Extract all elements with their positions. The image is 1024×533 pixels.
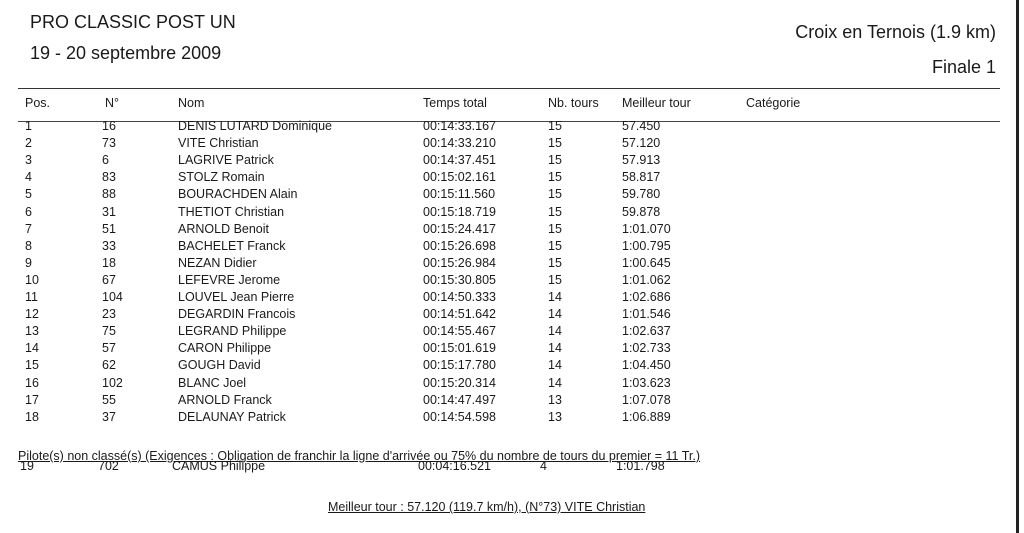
- cell-pos: 19: [20, 459, 34, 473]
- cell-name: LEGRAND Philippe: [178, 324, 287, 339]
- table-row: [0, 256, 1024, 273]
- cell-pos: 11: [25, 290, 38, 304]
- table-row: [0, 136, 1024, 153]
- table-row: [0, 410, 1024, 427]
- cell-laps: 14: [548, 324, 562, 339]
- cell-num: 55: [102, 392, 116, 407]
- fastest-lap-summary: Meilleur tour : 57.120 (119.7 km/h), (N°73) VITE Christian: [328, 500, 646, 514]
- cell-name: CAMUS Philippe: [172, 459, 266, 473]
- cell-total-time: 00:14:33.210: [423, 136, 496, 151]
- cell-laps: 15: [548, 153, 562, 168]
- cell-best-lap: 59.878: [622, 204, 661, 219]
- table-row: [0, 273, 1024, 290]
- table-row: [0, 187, 1024, 204]
- cell-best-lap: 1:02.733: [622, 341, 671, 356]
- cell-pos: 3: [25, 153, 32, 168]
- cell-num: 37: [102, 409, 116, 424]
- cell-num: 51: [102, 221, 116, 236]
- cell-num: 33: [102, 238, 116, 253]
- cell-best-lap: 1:00.645: [622, 255, 671, 270]
- cell-num: 702: [98, 459, 119, 473]
- cell-best-lap: 1:07.078: [622, 392, 671, 407]
- cell-name: BLANC Joel: [178, 375, 247, 390]
- cell-laps: 14: [548, 341, 562, 356]
- cell-name: VITE Christian: [178, 136, 259, 151]
- column-header-pos: Pos.: [25, 96, 51, 110]
- cell-total-time: 00:15:24.417: [423, 221, 496, 236]
- cell-laps: 13: [548, 409, 562, 424]
- cell-laps: 15: [548, 119, 562, 133]
- cell-pos: 7: [25, 221, 32, 236]
- cell-num: 83: [102, 170, 116, 185]
- cell-total-time: 00:15:26.984: [423, 255, 496, 270]
- cell-num: 23: [102, 307, 116, 322]
- cell-laps: 14: [548, 375, 562, 390]
- cell-best-lap: 1:01.062: [622, 272, 671, 287]
- column-header-name: Nom: [178, 96, 205, 110]
- cell-name: ARNOLD Franck: [178, 392, 272, 407]
- unclassified-note: Pilote(s) non classé(s) (Exigences : Obligation de franchir la ligne d'arrivée ou 75% du nombre de tours du premier = 11 Tr.): [18, 449, 701, 463]
- cell-laps: 15: [548, 204, 562, 219]
- cell-name: LAGRIVE Patrick: [178, 153, 274, 168]
- column-header-laps: Nb. tours: [548, 96, 599, 110]
- cell-name: DELAUNAY Patrick: [178, 409, 286, 424]
- table-row: [0, 205, 1024, 222]
- cell-num: 16: [102, 119, 116, 133]
- table-row: [0, 341, 1024, 358]
- cell-pos: 12: [25, 307, 39, 322]
- cell-best-lap: 59.780: [622, 187, 661, 202]
- event-title: PRO CLASSIC POST UN: [30, 12, 236, 32]
- cell-num: 6: [102, 153, 109, 168]
- cell-best-lap: 1:01.798: [616, 459, 665, 473]
- cell-laps: 14: [548, 290, 562, 304]
- cell-name: DEGARDIN Francois: [178, 307, 296, 322]
- cell-laps: 15: [548, 136, 562, 151]
- cell-num: 62: [102, 358, 116, 373]
- cell-pos: 5: [25, 187, 32, 202]
- cell-total-time: 00:14:51.642: [423, 307, 496, 322]
- cell-num: 102: [102, 375, 123, 390]
- cell-pos: 2: [25, 136, 32, 151]
- cell-num: 67: [102, 272, 116, 287]
- cell-best-lap: 57.913: [622, 153, 661, 168]
- cell-pos: 6: [25, 204, 32, 219]
- column-header-best-lap: Meilleur tour: [622, 96, 691, 110]
- cell-laps: 14: [548, 358, 562, 373]
- cell-total-time: 00:04:16.521: [418, 459, 491, 473]
- cell-total-time: 00:15:17.780: [423, 358, 496, 373]
- cell-name: LEFEVRE Jerome: [178, 272, 281, 287]
- cell-laps: 15: [548, 170, 562, 185]
- cell-pos: 1: [25, 119, 32, 133]
- cell-pos: 10: [25, 272, 39, 287]
- cell-best-lap: 57.450: [622, 119, 661, 133]
- cell-laps: 15: [548, 255, 562, 270]
- column-header-num: N°: [105, 96, 120, 110]
- cell-total-time: 00:14:37.451: [423, 153, 496, 168]
- cell-num: 73: [102, 136, 116, 151]
- cell-name: STOLZ Romain: [178, 170, 265, 185]
- cell-total-time: 00:14:54.598: [423, 409, 496, 424]
- cell-total-time: 00:15:20.314: [423, 375, 496, 390]
- cell-pos: 4: [25, 170, 32, 185]
- header-divider: [18, 88, 1000, 89]
- circuit-name: Croix en Ternois (1.9 km): [795, 22, 996, 42]
- table-row: [0, 324, 1024, 341]
- cell-total-time: 00:15:26.698: [423, 238, 496, 253]
- cell-laps: 15: [548, 272, 562, 287]
- cell-total-time: 00:14:50.333: [423, 290, 496, 304]
- cell-num: 88: [102, 187, 116, 202]
- cell-laps: 15: [548, 187, 562, 202]
- cell-name: ARNOLD Benoit: [178, 221, 270, 236]
- cell-best-lap: 1:02.686: [622, 290, 671, 304]
- cell-num: 31: [102, 204, 116, 219]
- cell-best-lap: 57.120: [622, 136, 661, 151]
- table-row: [0, 459, 1024, 476]
- cell-best-lap: 1:01.070: [622, 221, 671, 236]
- cell-total-time: 00:15:01.619: [423, 341, 496, 356]
- table-row: [0, 119, 1024, 136]
- cell-total-time: 00:14:47.497: [423, 392, 496, 407]
- column-header-category: Catégorie: [746, 96, 801, 110]
- cell-num: 104: [102, 290, 123, 304]
- cell-laps: 13: [548, 392, 562, 407]
- table-row: [0, 222, 1024, 239]
- cell-total-time: 00:15:02.161: [423, 170, 496, 185]
- cell-name: GOUGH David: [178, 358, 261, 373]
- cell-name: NEZAN Didier: [178, 255, 257, 270]
- event-date: 19 - 20 septembre 2009: [30, 43, 222, 63]
- cell-total-time: 00:14:33.167: [423, 119, 496, 133]
- cell-total-time: 00:15:11.560: [423, 187, 496, 202]
- cell-pos: 16: [25, 375, 39, 390]
- cell-name: THETIOT Christian: [178, 204, 285, 219]
- cell-name: DENIS LUTARD Dominique: [178, 119, 332, 133]
- cell-pos: 15: [25, 358, 39, 373]
- table-row: [0, 393, 1024, 410]
- table-row: [0, 290, 1024, 307]
- cell-total-time: 00:14:55.467: [423, 324, 496, 339]
- column-header-total-time: Temps total: [423, 96, 487, 110]
- table-row: [0, 376, 1024, 393]
- table-row: [0, 307, 1024, 324]
- cell-name: BACHELET Franck: [178, 238, 286, 253]
- cell-num: 57: [102, 341, 116, 356]
- cell-best-lap: 1:02.637: [622, 324, 671, 339]
- cell-pos: 18: [25, 409, 39, 424]
- cell-pos: 13: [25, 324, 39, 339]
- cell-laps: 15: [548, 238, 562, 253]
- cell-total-time: 00:15:30.805: [423, 272, 496, 287]
- table-row: [0, 358, 1024, 375]
- cell-best-lap: 1:01.546: [622, 307, 671, 322]
- cell-best-lap: 1:00.795: [622, 238, 671, 253]
- cell-num: 75: [102, 324, 116, 339]
- cell-pos: 14: [25, 341, 39, 356]
- cell-best-lap: 1:04.450: [622, 358, 671, 373]
- cell-pos: 8: [25, 238, 32, 253]
- cell-num: 18: [102, 255, 116, 270]
- cell-laps: 14: [548, 307, 562, 322]
- cell-laps: 15: [548, 221, 562, 236]
- table-row: [0, 239, 1024, 256]
- table-row: [0, 153, 1024, 170]
- scan-edge: [1016, 0, 1019, 533]
- cell-pos: 9: [25, 255, 32, 270]
- cell-name: LOUVEL Jean Pierre: [178, 290, 295, 304]
- cell-best-lap: 1:03.623: [622, 375, 671, 390]
- cell-total-time: 00:15:18.719: [423, 204, 496, 219]
- cell-best-lap: 1:06.889: [622, 409, 671, 424]
- session-name: Finale 1: [931, 57, 996, 77]
- cell-pos: 17: [25, 392, 39, 407]
- cell-name: CARON Philippe: [178, 341, 272, 356]
- cell-name: BOURACHDEN Alain: [178, 187, 298, 202]
- cell-laps: 4: [540, 459, 547, 473]
- table-row: [0, 170, 1024, 187]
- cell-best-lap: 58.817: [622, 170, 661, 185]
